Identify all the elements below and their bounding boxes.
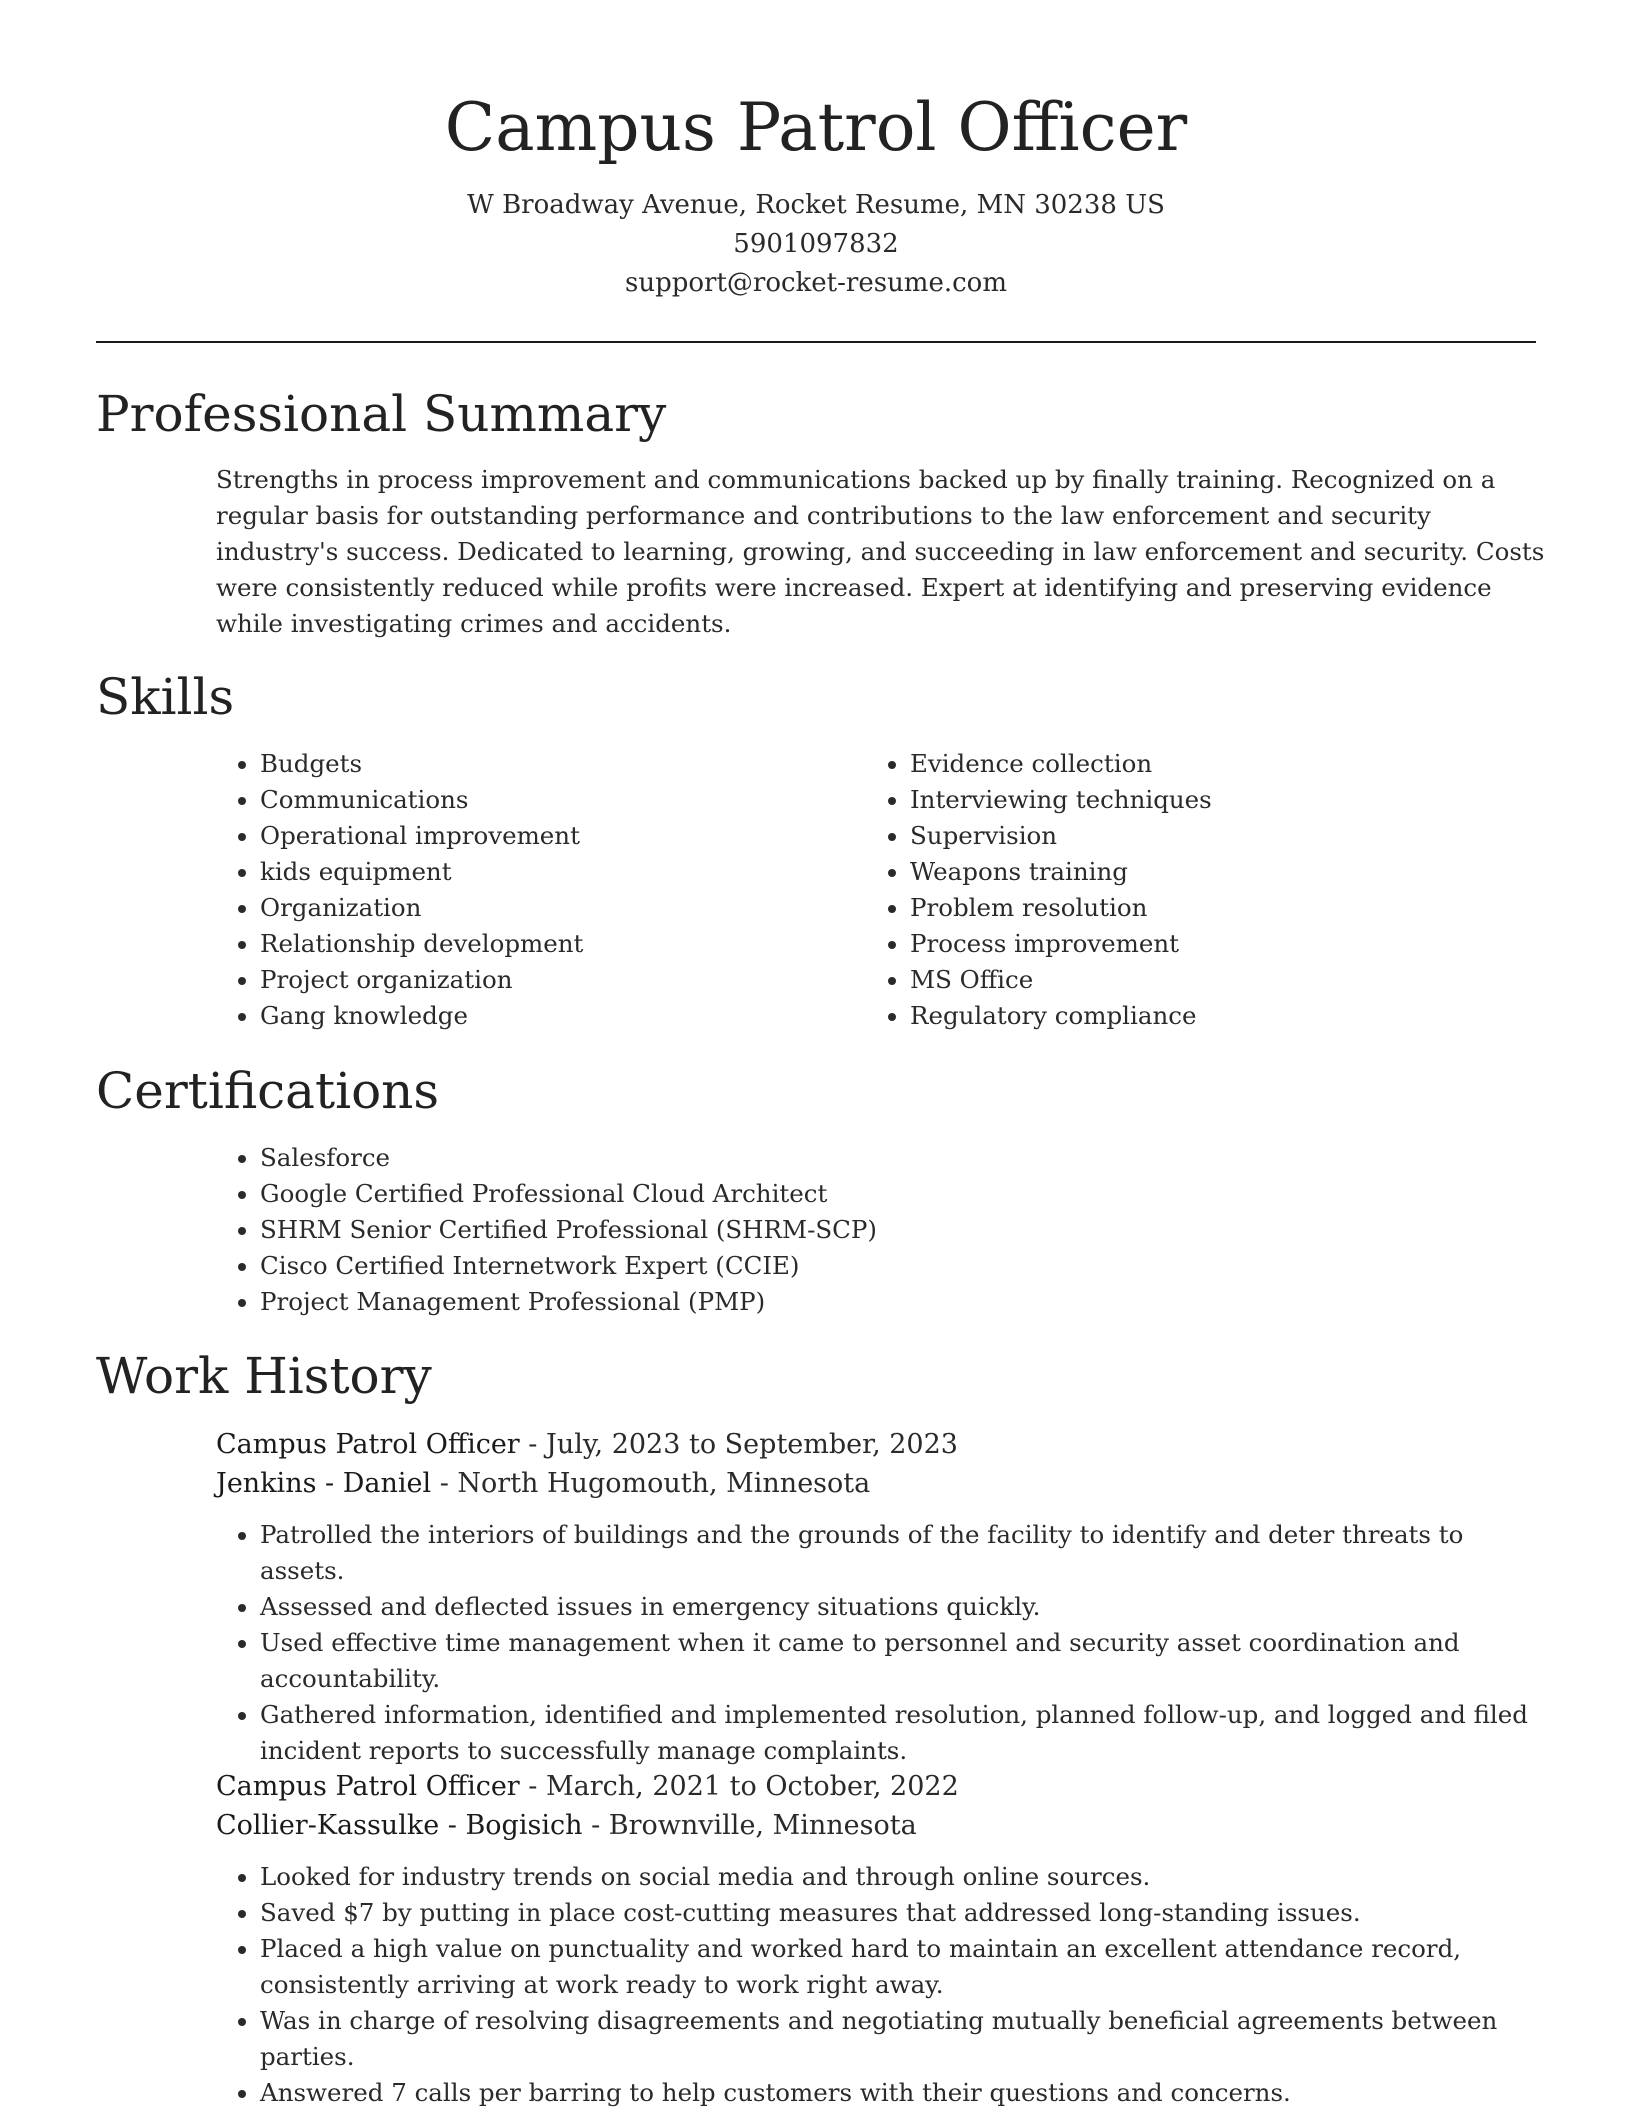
skills-list-left: [216, 746, 880, 1034]
job-employer: Collier-Kassulke - Bogisich: [216, 1810, 583, 1841]
list-item: • Answered 7 calls per barring to help customers with their questions and concerns.: [260, 2075, 1536, 2111]
section-title-skills: Skills: [96, 668, 235, 726]
job-title-line: [216, 1767, 1536, 1806]
email-line: support@rocket-resume.com: [624, 268, 1007, 298]
list-item: • Placed a high value on punctuality and worked hard to maintain an excellent attendance record, consistently arriving at work ready to work right away.: [260, 1931, 1536, 2003]
list-item: • Weapons training: [910, 854, 1530, 890]
list-item: • Evidence collection: [910, 746, 1530, 782]
job-dates: March, 2021 to October, 2022: [546, 1771, 959, 1802]
job-entry: [216, 1425, 1536, 1769]
list-item: • Gang knowledge: [260, 998, 880, 1034]
section-title-work-history: Work History: [96, 1347, 432, 1405]
resume-header: [0, 86, 1632, 303]
list-item: • Budgets: [260, 746, 880, 782]
list-item: • SHRM Senior Certified Professional (SHRM-SCP): [260, 1212, 1560, 1248]
job-location: Brownville, Minnesota: [608, 1810, 917, 1841]
job-role: Campus Patrol Officer: [216, 1429, 520, 1460]
contact-info: [0, 186, 1632, 303]
list-item: • Operational improvement: [260, 818, 880, 854]
summary-text: Strengths in process improvement and communications backed up by finally training. Recognized on a regular basis for outstanding performance and contributions to the law enforcement and security industry's success. Dedicated to learning, growing, and succeeding in law enforcement and security. Costs were consistently reduced while profits were increased. Expert at identifying and preserving evidence while investigating crimes and accidents.: [216, 465, 1545, 638]
header-divider: [96, 341, 1536, 343]
job-employer-line: [216, 1464, 1536, 1503]
separator: -: [431, 1468, 458, 1499]
list-item: • Patrolled the interiors of buildings and the grounds of the facility to identify and deter threats to assets.: [260, 1517, 1536, 1589]
list-item: • Salesforce: [260, 1140, 1560, 1176]
list-item: • Assessed and deflected issues in emergency situations quickly.: [260, 1589, 1536, 1625]
job-bullets: [216, 1859, 1536, 2111]
separator: -: [519, 1429, 547, 1460]
address-line: W Broadway Avenue, Rocket Resume, MN 30238 US: [467, 190, 1165, 220]
job-location: North Hugomouth, Minnesota: [457, 1468, 871, 1499]
list-item: • Regulatory compliance: [910, 998, 1530, 1034]
list-item: • Project organization: [260, 962, 880, 998]
list-item: • Relationship development: [260, 926, 880, 962]
section-title-summary: Professional Summary: [96, 385, 667, 443]
list-item: • Organization: [260, 890, 880, 926]
list-item: • Interviewing techniques: [910, 782, 1530, 818]
list-item: • Problem resolution: [910, 890, 1530, 926]
list-item: • Communications: [260, 782, 880, 818]
list-item: • Process improvement: [910, 926, 1530, 962]
separator: -: [519, 1771, 547, 1802]
skills-list-right: [866, 746, 1530, 1034]
list-item: • Looked for industry trends on social media and through online sources.: [260, 1859, 1536, 1895]
certifications-list: [216, 1140, 1560, 1320]
job-employer-line: [216, 1806, 1536, 1845]
job-bullets: [216, 1517, 1536, 1769]
list-item: • MS Office: [910, 962, 1530, 998]
list-item: • Cisco Certified Internetwork Expert (CCIE): [260, 1248, 1560, 1284]
job-title-line: [216, 1425, 1536, 1464]
section-title-certifications: Certifications: [96, 1062, 440, 1120]
job-employer: Jenkins - Daniel: [216, 1468, 432, 1499]
list-item: • Used effective time management when it came to personnel and security asset coordination and accountability.: [260, 1625, 1536, 1697]
job-entry: [216, 1767, 1536, 2111]
list-item: • Was in charge of resolving disagreements and negotiating mutually beneficial agreements between parties.: [260, 2003, 1536, 2075]
list-item: • kids equipment: [260, 854, 880, 890]
job-dates: July, 2023 to September, 2023: [546, 1429, 958, 1460]
separator: -: [582, 1810, 609, 1841]
list-item: • Supervision: [910, 818, 1530, 854]
job-role: Campus Patrol Officer: [216, 1771, 520, 1802]
list-item: • Gathered information, identified and implemented resolution, planned follow-up, and logged and filed incident reports to successfully manage complaints.: [260, 1697, 1536, 1769]
list-item: • Google Certified Professional Cloud Architect: [260, 1176, 1560, 1212]
list-item: • Saved $7 by putting in place cost-cutting measures that addressed long-standing issues.: [260, 1895, 1536, 1931]
phone-line: 5901097832: [733, 229, 899, 259]
list-item: • Project Management Professional (PMP): [260, 1284, 1560, 1320]
candidate-name: Campus Patrol Officer: [444, 89, 1188, 166]
